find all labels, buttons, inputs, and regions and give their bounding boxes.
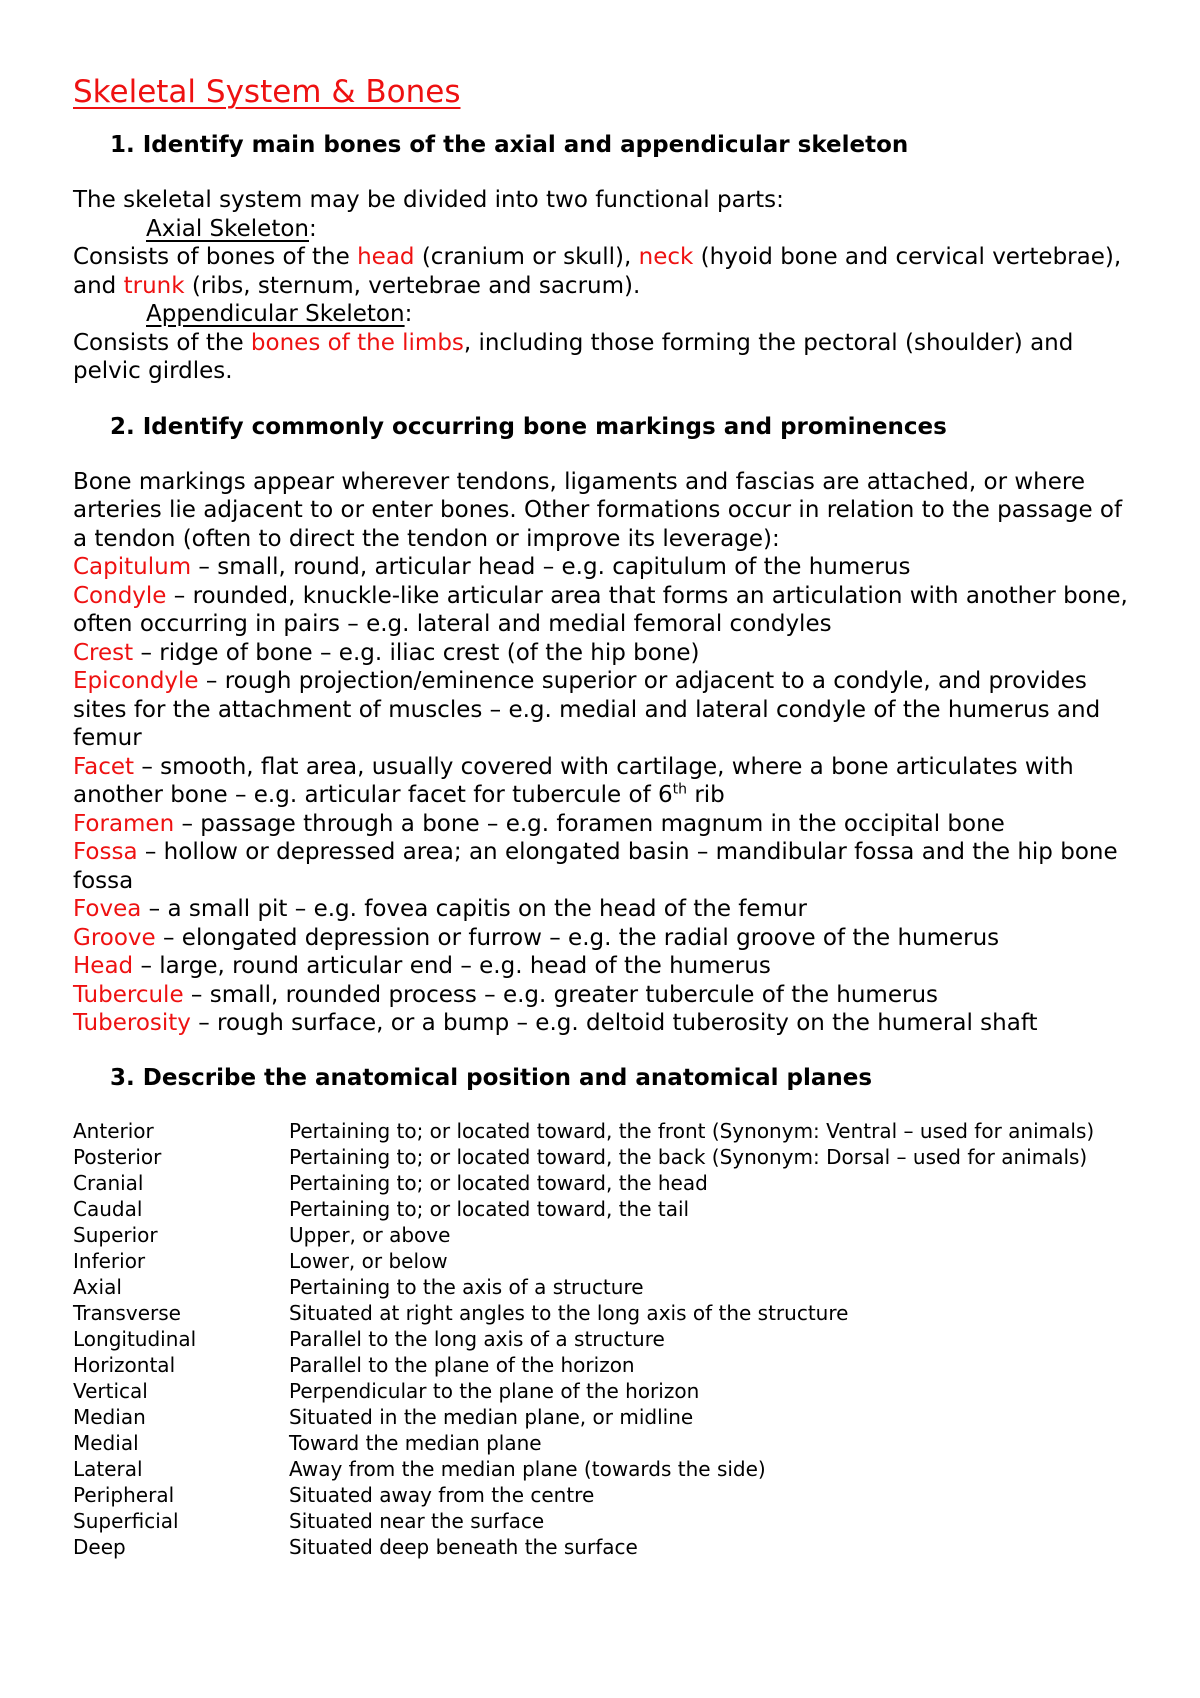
table-row — [73, 1248, 1143, 1274]
appendicular-skeleton-subheading — [73, 300, 1143, 329]
bone-marking-item — [73, 667, 1143, 753]
document-title: Skeletal System & Bones — [73, 74, 461, 110]
anatomical-term: Inferior — [73, 1248, 146, 1273]
anatomical-term-definition: Perpendicular to the plane of the horizon — [289, 1378, 700, 1403]
anatomical-term: Posterior — [73, 1144, 162, 1169]
appendicular-skeleton-colon: : — [404, 301, 413, 327]
bone-marking-description: – smooth, flat area, usually covered with cartilage, where a bone articulates with another bone – e.g. articular facet for tubercule of 6 — [73, 753, 1074, 808]
anatomical-term-definition: Pertaining to the axis of a structure — [289, 1274, 644, 1299]
anatomical-term-definition: Pertaining to; or located toward, the front (Synonym: Ventral – used for animals) — [289, 1118, 1095, 1143]
table-row — [73, 1170, 1143, 1196]
axial-text-part: (ribs, sternum, vertebrae and sacrum). — [184, 272, 641, 299]
bone-marking-item — [73, 981, 1143, 1010]
bone-marking-term: Capitulum — [73, 554, 192, 580]
anatomical-term: Axial — [73, 1274, 122, 1299]
bone-marking-description: – small, rounded process – e.g. greater tubercule of the humerus — [183, 981, 939, 1008]
section-1-heading: 1. Identify main bones of the axial and appendicular skeleton — [110, 132, 909, 158]
table-row — [73, 1144, 1143, 1170]
anatomical-term-definition: Toward the median plane — [289, 1430, 542, 1455]
anatomical-term: Cranial — [73, 1170, 144, 1195]
bone-marking-description: – small, round, articular head – e.g. capitulum of the humerus — [191, 554, 911, 580]
anatomical-term: Transverse — [73, 1300, 181, 1325]
bone-marking-item — [73, 582, 1143, 639]
bone-marking-description: – hollow or depressed area; an elongated basin – mandibular fossa and the hip bone fossa — [73, 839, 1118, 894]
table-row — [73, 1300, 1143, 1326]
table-row — [73, 1482, 1143, 1508]
table-row — [73, 1222, 1143, 1248]
bone-marking-description: – large, round articular end – e.g. head of the humerus — [133, 953, 771, 979]
table-row — [73, 1508, 1143, 1534]
bone-marking-item — [73, 639, 1143, 668]
appendicular-skeleton-label: Appendicular Skeleton — [146, 301, 405, 327]
anatomical-term: Medial — [73, 1430, 139, 1455]
bone-marking-item — [73, 952, 1143, 981]
bone-marking-item — [73, 810, 1143, 839]
anatomical-term: Longitudinal — [73, 1326, 197, 1351]
anatomical-term-definition: Lower, or below — [289, 1248, 448, 1273]
anatomical-term: Superior — [73, 1222, 158, 1247]
appendicular-skeleton-text — [73, 329, 1143, 386]
bone-marking-description: – a small pit – e.g. fovea capitis on the head of the femur — [141, 896, 807, 922]
bone-marking-term: Epicondyle — [73, 668, 199, 694]
bone-markings-list — [73, 553, 1143, 1038]
anatomical-term: Anterior — [73, 1118, 154, 1143]
axial-text-part: Consists of bones of the — [73, 244, 358, 270]
bone-marking-description: – rough surface, or a bump – e.g. deltoid tuberosity on the humeral shaft — [190, 1010, 1038, 1036]
bone-marking-description: – ridge of bone – e.g. iliac crest (of the hip bone) — [133, 639, 700, 666]
document-content — [73, 70, 1143, 1560]
bone-marking-term: Fossa — [73, 839, 138, 865]
bone-marking-term: Groove — [73, 924, 156, 951]
anatomical-term-definition: Situated near the surface — [289, 1508, 545, 1533]
bone-marking-item — [73, 553, 1143, 582]
axial-skeleton-label: Axial Skeleton — [146, 215, 309, 242]
anatomical-term-definition: Parallel to the long axis of a structure — [289, 1326, 665, 1351]
appendicular-text-part: , including those forming the pectoral (shoulder) and pelvic girdles. — [73, 329, 1074, 384]
bone-marking-description: – passage through a bone – e.g. foramen magnum in the occipital bone — [174, 810, 1005, 837]
anatomical-term: Caudal — [73, 1196, 143, 1221]
anatomical-term-definition: Situated deep beneath the surface — [289, 1534, 638, 1559]
axial-term-trunk: trunk — [123, 272, 185, 299]
bone-marking-term: Tuberosity — [73, 1010, 191, 1036]
axial-text-part: (hyoid bone and cervical vertebrae), and — [73, 244, 1122, 299]
table-row — [73, 1404, 1143, 1430]
bone-marking-item — [73, 924, 1143, 953]
bone-marking-description: – elongated depression or furrow – e.g. the radial groove of the humerus — [155, 924, 1000, 951]
anatomical-term-definition: Pertaining to; or located toward, the back (Synonym: Dorsal – used for animals) — [289, 1144, 1088, 1169]
table-row — [73, 1430, 1143, 1456]
appendicular-term-limbs: bones of the limbs — [250, 329, 464, 356]
axial-skeleton-subheading — [73, 215, 1143, 244]
bone-marking-term: Facet — [73, 753, 135, 780]
table-row — [73, 1534, 1143, 1560]
anatomical-term: Peripheral — [73, 1482, 175, 1507]
anatomical-term: Deep — [73, 1534, 126, 1559]
anatomical-term: Horizontal — [73, 1352, 176, 1377]
section-1-intro: The skeletal system may be divided into two functional parts: — [73, 187, 784, 213]
anatomical-term-definition: Away from the median plane (towards the side) — [289, 1456, 766, 1481]
axial-term-head: head — [357, 244, 415, 270]
bone-marking-item — [73, 753, 1143, 810]
table-row — [73, 1118, 1143, 1144]
axial-text-part: (cranium or skull), — [414, 244, 639, 270]
anatomical-term: Lateral — [73, 1456, 143, 1481]
bone-marking-term: Condyle — [73, 582, 167, 609]
bone-marking-description: – rounded, knuckle-like articular area that forms an articulation with another bone, often occurring in pairs – e.g. lateral and medial femoral condyles — [73, 582, 1128, 637]
table-row — [73, 1196, 1143, 1222]
bone-marking-term: Crest — [73, 639, 134, 666]
anatomical-term-definition: Pertaining to; or located toward, the tail — [289, 1196, 690, 1221]
anatomical-term: Vertical — [73, 1378, 148, 1403]
section-3-heading: 3. Describe the anatomical position and anatomical planes — [110, 1064, 873, 1091]
table-row — [73, 1378, 1143, 1404]
table-row — [73, 1326, 1143, 1352]
anatomical-term-definition: Situated away from the centre — [289, 1482, 595, 1507]
bone-marking-item — [73, 895, 1143, 924]
anatomical-term-definition: Parallel to the plane of the horizon — [289, 1352, 635, 1377]
axial-skeleton-colon: : — [309, 215, 317, 242]
table-row — [73, 1456, 1143, 1482]
table-row — [73, 1274, 1143, 1300]
anatomical-terms-table — [73, 1118, 1143, 1560]
bone-marking-description: – rough projection/eminence superior or adjacent to a condyle, and provides sites for the attachment of muscles – e.g. medial and lateral condyle of the humerus and femur — [73, 668, 1101, 751]
anatomical-term-definition: Situated in the median plane, or midline — [289, 1404, 694, 1429]
table-row — [73, 1352, 1143, 1378]
section-2-intro: Bone markings appear wherever tendons, ligaments and fascias are attached, or where arteries lie adjacent to or enter bones. Other formations occur in relation to the passage of a tendon (often to direct the tendon or improve its leverage): — [73, 468, 1123, 552]
anatomical-term: Median — [73, 1404, 146, 1429]
bone-marking-term: Fovea — [73, 896, 142, 922]
anatomical-term-definition: Pertaining to; or located toward, the head — [289, 1170, 708, 1195]
bone-marking-item — [73, 1009, 1143, 1038]
bone-marking-term: Foramen — [73, 810, 175, 837]
axial-skeleton-text — [73, 243, 1143, 300]
superscript-suffix: th — [672, 781, 688, 798]
anatomical-term: Superficial — [73, 1508, 179, 1533]
section-2-heading: 2. Identify commonly occurring bone markings and prominences — [110, 413, 947, 440]
anatomical-term-definition: Situated at right angles to the long axis of the structure — [289, 1300, 849, 1325]
anatomical-term-definition: Upper, or above — [289, 1222, 451, 1247]
appendicular-text-part: Consists of the — [73, 329, 251, 356]
bone-marking-term: Head — [73, 953, 134, 979]
bone-marking-term: Tubercule — [73, 981, 184, 1008]
axial-term-neck: neck — [638, 244, 694, 270]
bone-marking-item — [73, 838, 1143, 895]
bone-marking-description-end: rib — [687, 782, 725, 808]
